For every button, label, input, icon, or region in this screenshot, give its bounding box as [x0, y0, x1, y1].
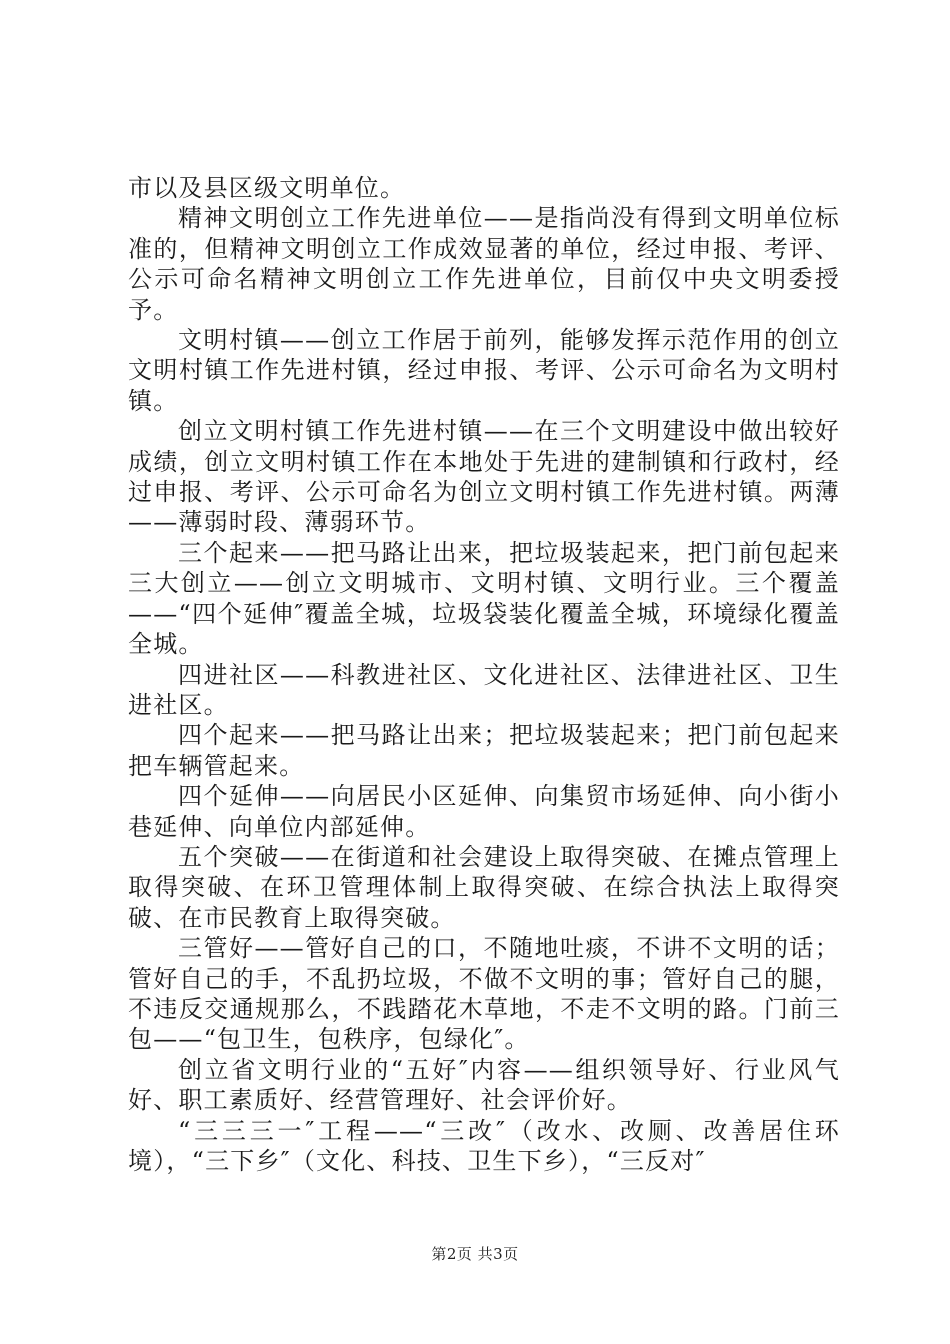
- page-number-footer: 第2页 共3页: [431, 1245, 519, 1263]
- paragraph-four-into-community: 四进社区——科教进社区、文化进社区、法律进社区、卫生进社区。: [128, 660, 840, 719]
- paragraph-advanced-unit: 精神文明创立工作先进单位——是指尚没有得到文明单位标准的，但精神文明创立工作成效显著的单位，经过申报、考评、公示可命名精神文明创立工作先进单位，目前仅中央文明委授予。: [128, 204, 840, 324]
- paragraph-three-manage-well: 三管好——管好自己的口，不随地吐痰，不讲不文明的话；管好自己的手，不乱扔垃圾，不做不文明的事；管好自己的腿，不违反交通规那么，不践踏花木草地，不走不文明的路。门前三包——“包卫生，包秩序，包绿化″。: [128, 934, 840, 1054]
- paragraph-four-ups: 四个起来——把马路让出来；把垃圾装起来；把门前包起来把车辆管起来。: [128, 721, 840, 780]
- paragraph-five-goods: 创立省文明行业的“五好″内容——组织领导好、行业风气好、职工素质好、经营管理好、社会评价好。: [128, 1055, 840, 1115]
- paragraph-four-extensions: 四个延伸——向居民小区延伸、向集贸市场延伸、向小街小巷延伸、向单位内部延伸。: [128, 782, 840, 841]
- document-body: [128, 173, 840, 1176]
- paragraph-civilized-village: 文明村镇——创立工作居于前列，能够发挥示范作用的创立文明村镇工作先进村镇，经过申报、考评、公示可命名为文明村镇。: [128, 326, 840, 415]
- paragraph-continuation: 市以及县区级文明单位。: [128, 174, 406, 202]
- paragraph-advanced-village: 创立文明村镇工作先进村镇——在三个文明建设中做出较好成绩，创立文明村镇工作在本地处于先进的建制镇和行政村，经过申报、考评、公示可命名为创立文明村镇工作先进村镇。两薄——薄弱时段、薄弱环节。: [128, 417, 840, 537]
- paragraph-five-breakthroughs: 五个突破——在街道和社会建设上取得突破、在摊点管理上取得突破、在环卫管理体制上取得突破、在综合执法上取得突破、在市民教育上取得突破。: [128, 842, 840, 932]
- paragraph-three-ups: 三个起来——把马路让出来，把垃圾装起来，把门前包起来三大创立——创立文明城市、文明村镇、文明行业。三个覆盖——“四个延伸″覆盖全城，垃圾袋装化覆盖全城，环境绿化覆盖全城。: [128, 538, 840, 659]
- paragraph-3331-project: “三三三一″工程——“三改″（改水、改厕、改善居住环境），“三下乡″（文化、科技、卫生下乡），“三反对″: [128, 1116, 840, 1175]
